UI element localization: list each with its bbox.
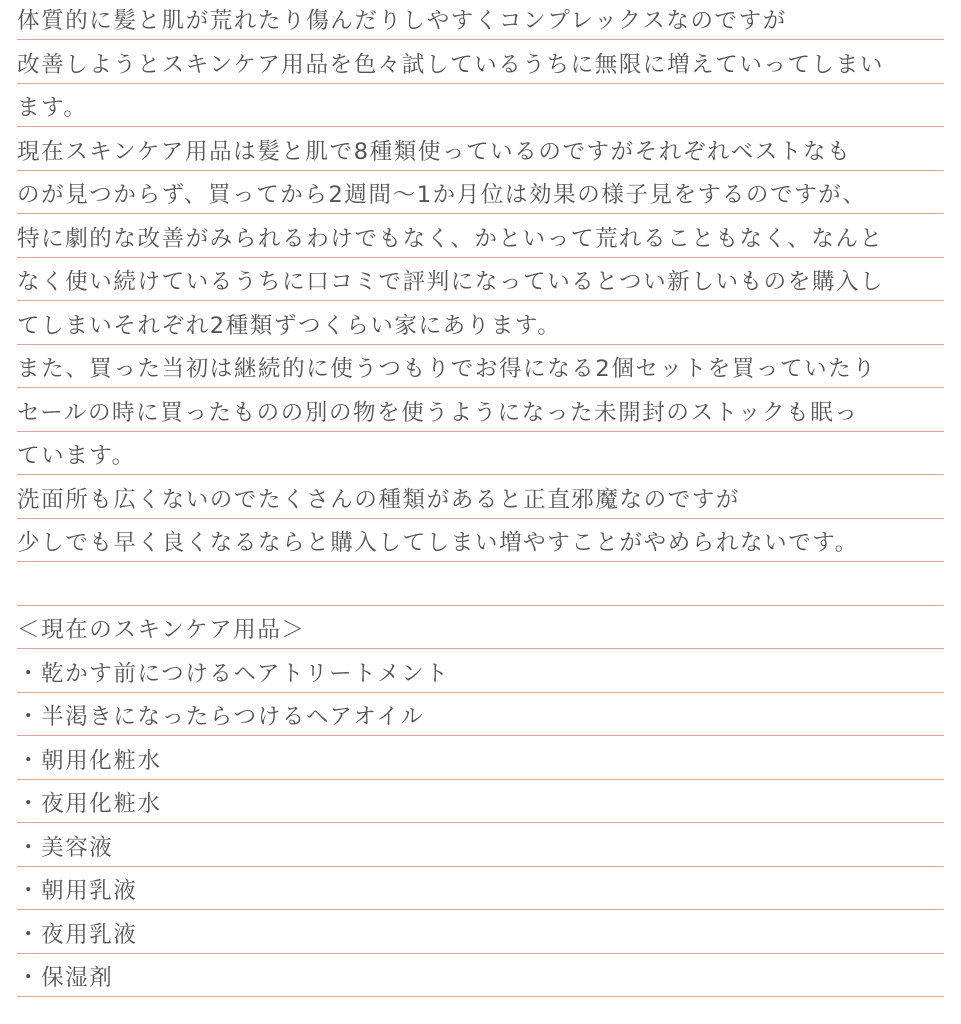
list-item: ・夜用化粧水 <box>17 780 944 824</box>
note-line: 現在スキンケア用品は髪と肌で8種類使っているのですがそれぞれベストなも <box>17 127 944 171</box>
list-item: ・夜用乳液 <box>17 910 944 954</box>
list-heading: ＜現在のスキンケア用品＞ <box>17 606 944 650</box>
list-item: ・乾かす前につけるヘアトリートメント <box>17 649 944 693</box>
list-item: ・半渇きになったらつけるヘアオイル <box>17 693 944 737</box>
note-line: また、買った当初は継続的に使うつもりでお得になる2個セットを買っていたり <box>17 345 944 389</box>
list-item: ・保湿剤 <box>17 954 944 998</box>
note-line: なく使い続けているうちに口コミで評判になっているとつい新しいものを購入し <box>17 258 944 302</box>
note-line: 特に劇的な改善がみられるわけでもなく、かといって荒れることもなく、なんと <box>17 214 944 258</box>
list-item: ・美容液 <box>17 823 944 867</box>
note-line: 改善しようとスキンケア用品を色々試しているうちに無限に増えていってしまい <box>17 40 944 84</box>
note-line: てしまいそれぞれ2種類ずつくらい家にあります。 <box>17 301 944 345</box>
blank-line <box>17 562 944 606</box>
note-line: 少しでも早く良くなるならと購入してしまい増やすことがやめられないです。 <box>17 519 944 563</box>
note-line: ます。 <box>17 84 944 128</box>
note-line: 体質的に髪と肌が荒れたり傷んだりしやすくコンプレックスなのですが <box>17 0 944 40</box>
note-line: セールの時に買ったものの別の物を使うようになった未開封のストックも眠っ <box>17 388 944 432</box>
note-line: ています。 <box>17 432 944 476</box>
list-item: ・朝用化粧水 <box>17 736 944 780</box>
list-item: ・朝用乳液 <box>17 867 944 911</box>
note-line: 洗面所も広くないのでたくさんの種類があると正直邪魔なのですが <box>17 475 944 519</box>
note-line: のが見つからず、買ってから2週間〜1か月位は効果の様子見をするのですが、 <box>17 171 944 215</box>
